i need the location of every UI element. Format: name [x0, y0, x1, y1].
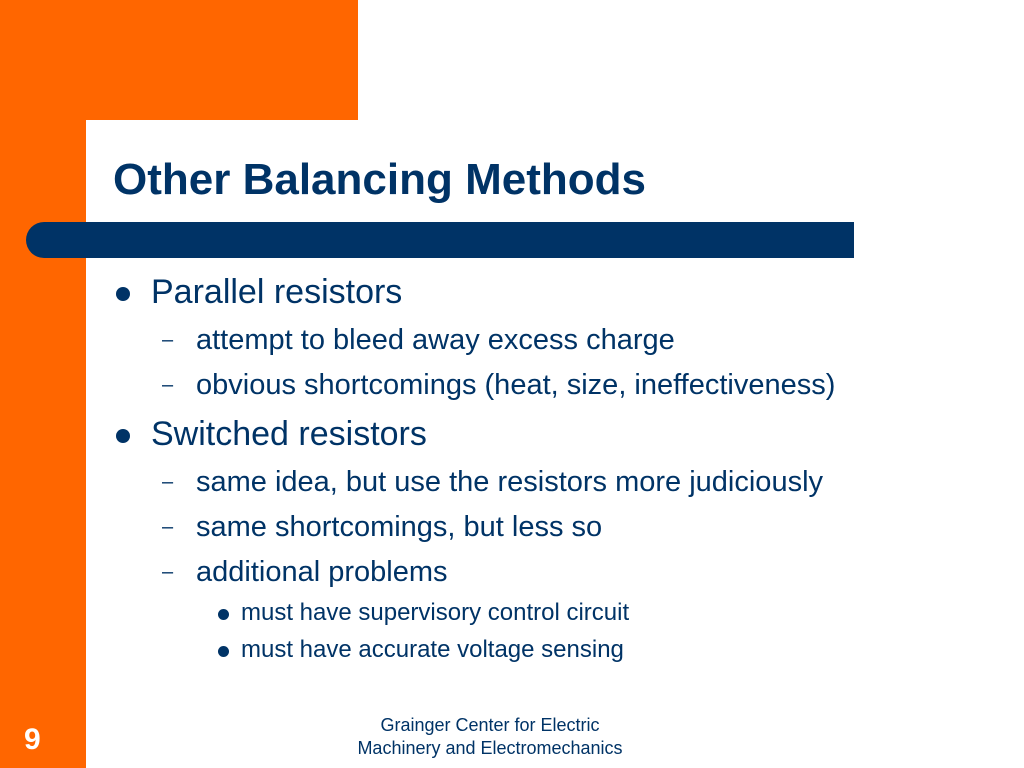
- sub-bullet-text: same idea, but use the resistors more judiciously: [196, 466, 824, 498]
- bullet-dot-icon: [218, 609, 229, 620]
- bullet-text: Parallel resistors: [151, 273, 403, 311]
- sub-bullet-text: attempt to bleed away excess charge: [196, 324, 675, 356]
- dash-icon: –: [162, 471, 174, 493]
- dash-icon: –: [162, 561, 174, 583]
- dash-icon: –: [162, 329, 174, 351]
- dash-icon: –: [162, 374, 174, 396]
- footer-line: Machinery and Electromechanics: [357, 738, 623, 758]
- bullet-dot-icon: [116, 287, 130, 301]
- bullet-dot-icon: [116, 429, 130, 443]
- sub-bullet-text: obvious shortcomings (heat, size, ineffectiveness): [196, 369, 836, 401]
- footer-line: Grainger Center for Electric: [380, 715, 600, 735]
- sub-bullet-text: additional problems: [196, 556, 448, 588]
- footer-text: [330, 714, 650, 760]
- sub-bullet-text: same shortcomings, but less so: [196, 511, 603, 543]
- bullet-dot-icon: [218, 646, 229, 657]
- sub-sub-bullet-text: must have accurate voltage sensing: [241, 636, 624, 663]
- bullet-text: Switched resistors: [151, 415, 427, 453]
- slide-number: 9: [24, 723, 41, 756]
- sub-sub-bullet-text: must have supervisory control circuit: [241, 599, 630, 626]
- slide-title: Other Balancing Methods: [113, 155, 646, 204]
- dash-icon: –: [162, 516, 174, 538]
